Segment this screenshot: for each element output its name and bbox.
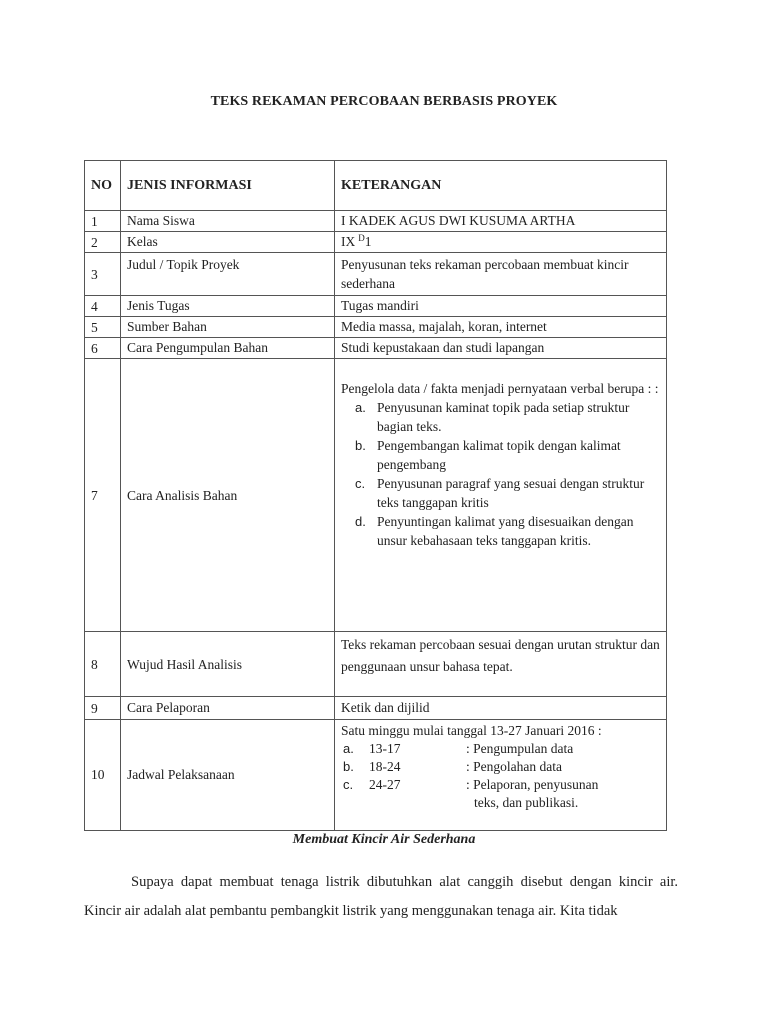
table-row bbox=[85, 253, 667, 296]
table-row bbox=[85, 211, 667, 232]
list-item bbox=[355, 436, 660, 474]
table-row bbox=[85, 359, 667, 632]
list-marker: b. bbox=[343, 759, 354, 774]
project-info-table bbox=[84, 160, 667, 831]
list-item bbox=[355, 474, 660, 512]
row-number: 4 bbox=[85, 296, 121, 317]
class-number: 1 bbox=[364, 234, 372, 249]
row-number: 6 bbox=[85, 338, 121, 359]
row-value: Penyusunan teks rekaman percobaan membuat kincir sederhana bbox=[335, 253, 667, 296]
row-label: Cara Pengumpulan Bahan bbox=[121, 338, 335, 359]
schedule-item bbox=[341, 758, 660, 776]
schedule-date-range: 24-27 bbox=[369, 777, 401, 792]
row-number: 10 bbox=[85, 720, 121, 831]
list-marker: a. bbox=[355, 400, 366, 415]
schedule-item bbox=[341, 740, 660, 758]
table-header-row bbox=[85, 161, 667, 211]
row-value: Media massa, majalah, koran, internet bbox=[335, 317, 667, 338]
schedule-activity: : Pengolahan data bbox=[466, 759, 562, 774]
schedule-item bbox=[341, 776, 660, 794]
row-number: 1 bbox=[85, 211, 121, 232]
list-marker: a. bbox=[343, 741, 354, 756]
class-grade: IX bbox=[341, 234, 356, 249]
table-row bbox=[85, 632, 667, 697]
row-label: Nama Siswa bbox=[121, 211, 335, 232]
row-value: Teks rekaman percobaan sesuai dengan urutan struktur dan penggunaan unsur bahasa tepat. bbox=[335, 632, 667, 697]
row-label: Wujud Hasil Analisis bbox=[121, 632, 335, 697]
section-title: Membuat Kincir Air Sederhana bbox=[292, 832, 476, 847]
row-number: 8 bbox=[85, 632, 121, 697]
schedule-date-range: 13-17 bbox=[369, 741, 401, 756]
document-title: TEKS REKAMAN PERCOBAAN BERBASIS PROYEK bbox=[210, 94, 558, 109]
table-row bbox=[85, 697, 667, 720]
schedule-activity: : Pengumpulan data bbox=[466, 741, 574, 756]
row-value: Ketik dan dijilid bbox=[335, 697, 667, 720]
table-row bbox=[85, 317, 667, 338]
list-item bbox=[355, 398, 660, 436]
table-row bbox=[85, 338, 667, 359]
table-row bbox=[85, 720, 667, 831]
row-number: 7 bbox=[85, 359, 121, 632]
row-number: 2 bbox=[85, 232, 121, 253]
list-marker: c. bbox=[343, 777, 354, 792]
header-no: NO bbox=[85, 161, 121, 211]
table-row bbox=[85, 232, 667, 253]
row-label: Cara Analisis Bahan bbox=[121, 359, 335, 632]
schedule-date-range: 18-24 bbox=[369, 759, 401, 774]
class-superscript: D bbox=[358, 232, 365, 243]
row-number: 9 bbox=[85, 697, 121, 720]
schedule-intro: Satu minggu mulai tanggal 13-27 Januari 2016 : bbox=[341, 723, 602, 738]
row-label: Cara Pelaporan bbox=[121, 697, 335, 720]
header-keterangan: KETERANGAN bbox=[335, 161, 667, 211]
row-label: Judul / Topik Proyek bbox=[121, 253, 335, 296]
row-label: Jenis Tugas bbox=[121, 296, 335, 317]
list-item-text: Pengembangan kalimat topik dengan kalimat pengembang bbox=[377, 438, 621, 472]
row-value bbox=[335, 232, 667, 253]
list-item bbox=[355, 512, 660, 550]
row-value bbox=[335, 359, 667, 632]
row-label: Sumber Bahan bbox=[121, 317, 335, 338]
list-marker: c. bbox=[355, 476, 366, 491]
row-label: Jadwal Pelaksanaan bbox=[121, 720, 335, 831]
row-number: 3 bbox=[85, 253, 121, 296]
schedule-activity-continuation: teks, dan publikasi. bbox=[474, 795, 579, 810]
row-value: Studi kepustakaan dan studi lapangan bbox=[335, 338, 667, 359]
list-item-text: Penyusunan kaminat topik pada setiap struktur bagian teks. bbox=[377, 400, 630, 434]
list-item-text: Penyusunan paragraf yang sesuai dengan struktur teks tanggapan kritis bbox=[377, 476, 645, 510]
row-number: 5 bbox=[85, 317, 121, 338]
schedule-activity: : Pelaporan, penyusunan bbox=[466, 777, 599, 792]
table-row bbox=[85, 296, 667, 317]
row-label: Kelas bbox=[121, 232, 335, 253]
row-value: Tugas mandiri bbox=[335, 296, 667, 317]
body-paragraph: Supaya dapat membuat tenaga listrik dibutuhkan alat canggih disebut dengan kincir air. Kincir air adalah alat pembantu pembangkit listrik yang menggunakan tenaga air. Kita tidak bbox=[84, 874, 678, 919]
header-jenis-informasi: JENIS INFORMASI bbox=[121, 161, 335, 211]
analysis-list bbox=[341, 398, 660, 550]
row-value: I KADEK AGUS DWI KUSUMA ARTHA bbox=[335, 211, 667, 232]
analysis-intro: Pengelola data / fakta menjadi pernyataan verbal berupa : : bbox=[341, 381, 659, 396]
list-item-text: Penyuntingan kalimat yang disesuaikan dengan unsur kebahasaan teks tanggapan kritis. bbox=[377, 514, 634, 548]
row-value bbox=[335, 720, 667, 831]
list-marker: d. bbox=[355, 514, 366, 529]
list-marker: b. bbox=[355, 438, 366, 453]
